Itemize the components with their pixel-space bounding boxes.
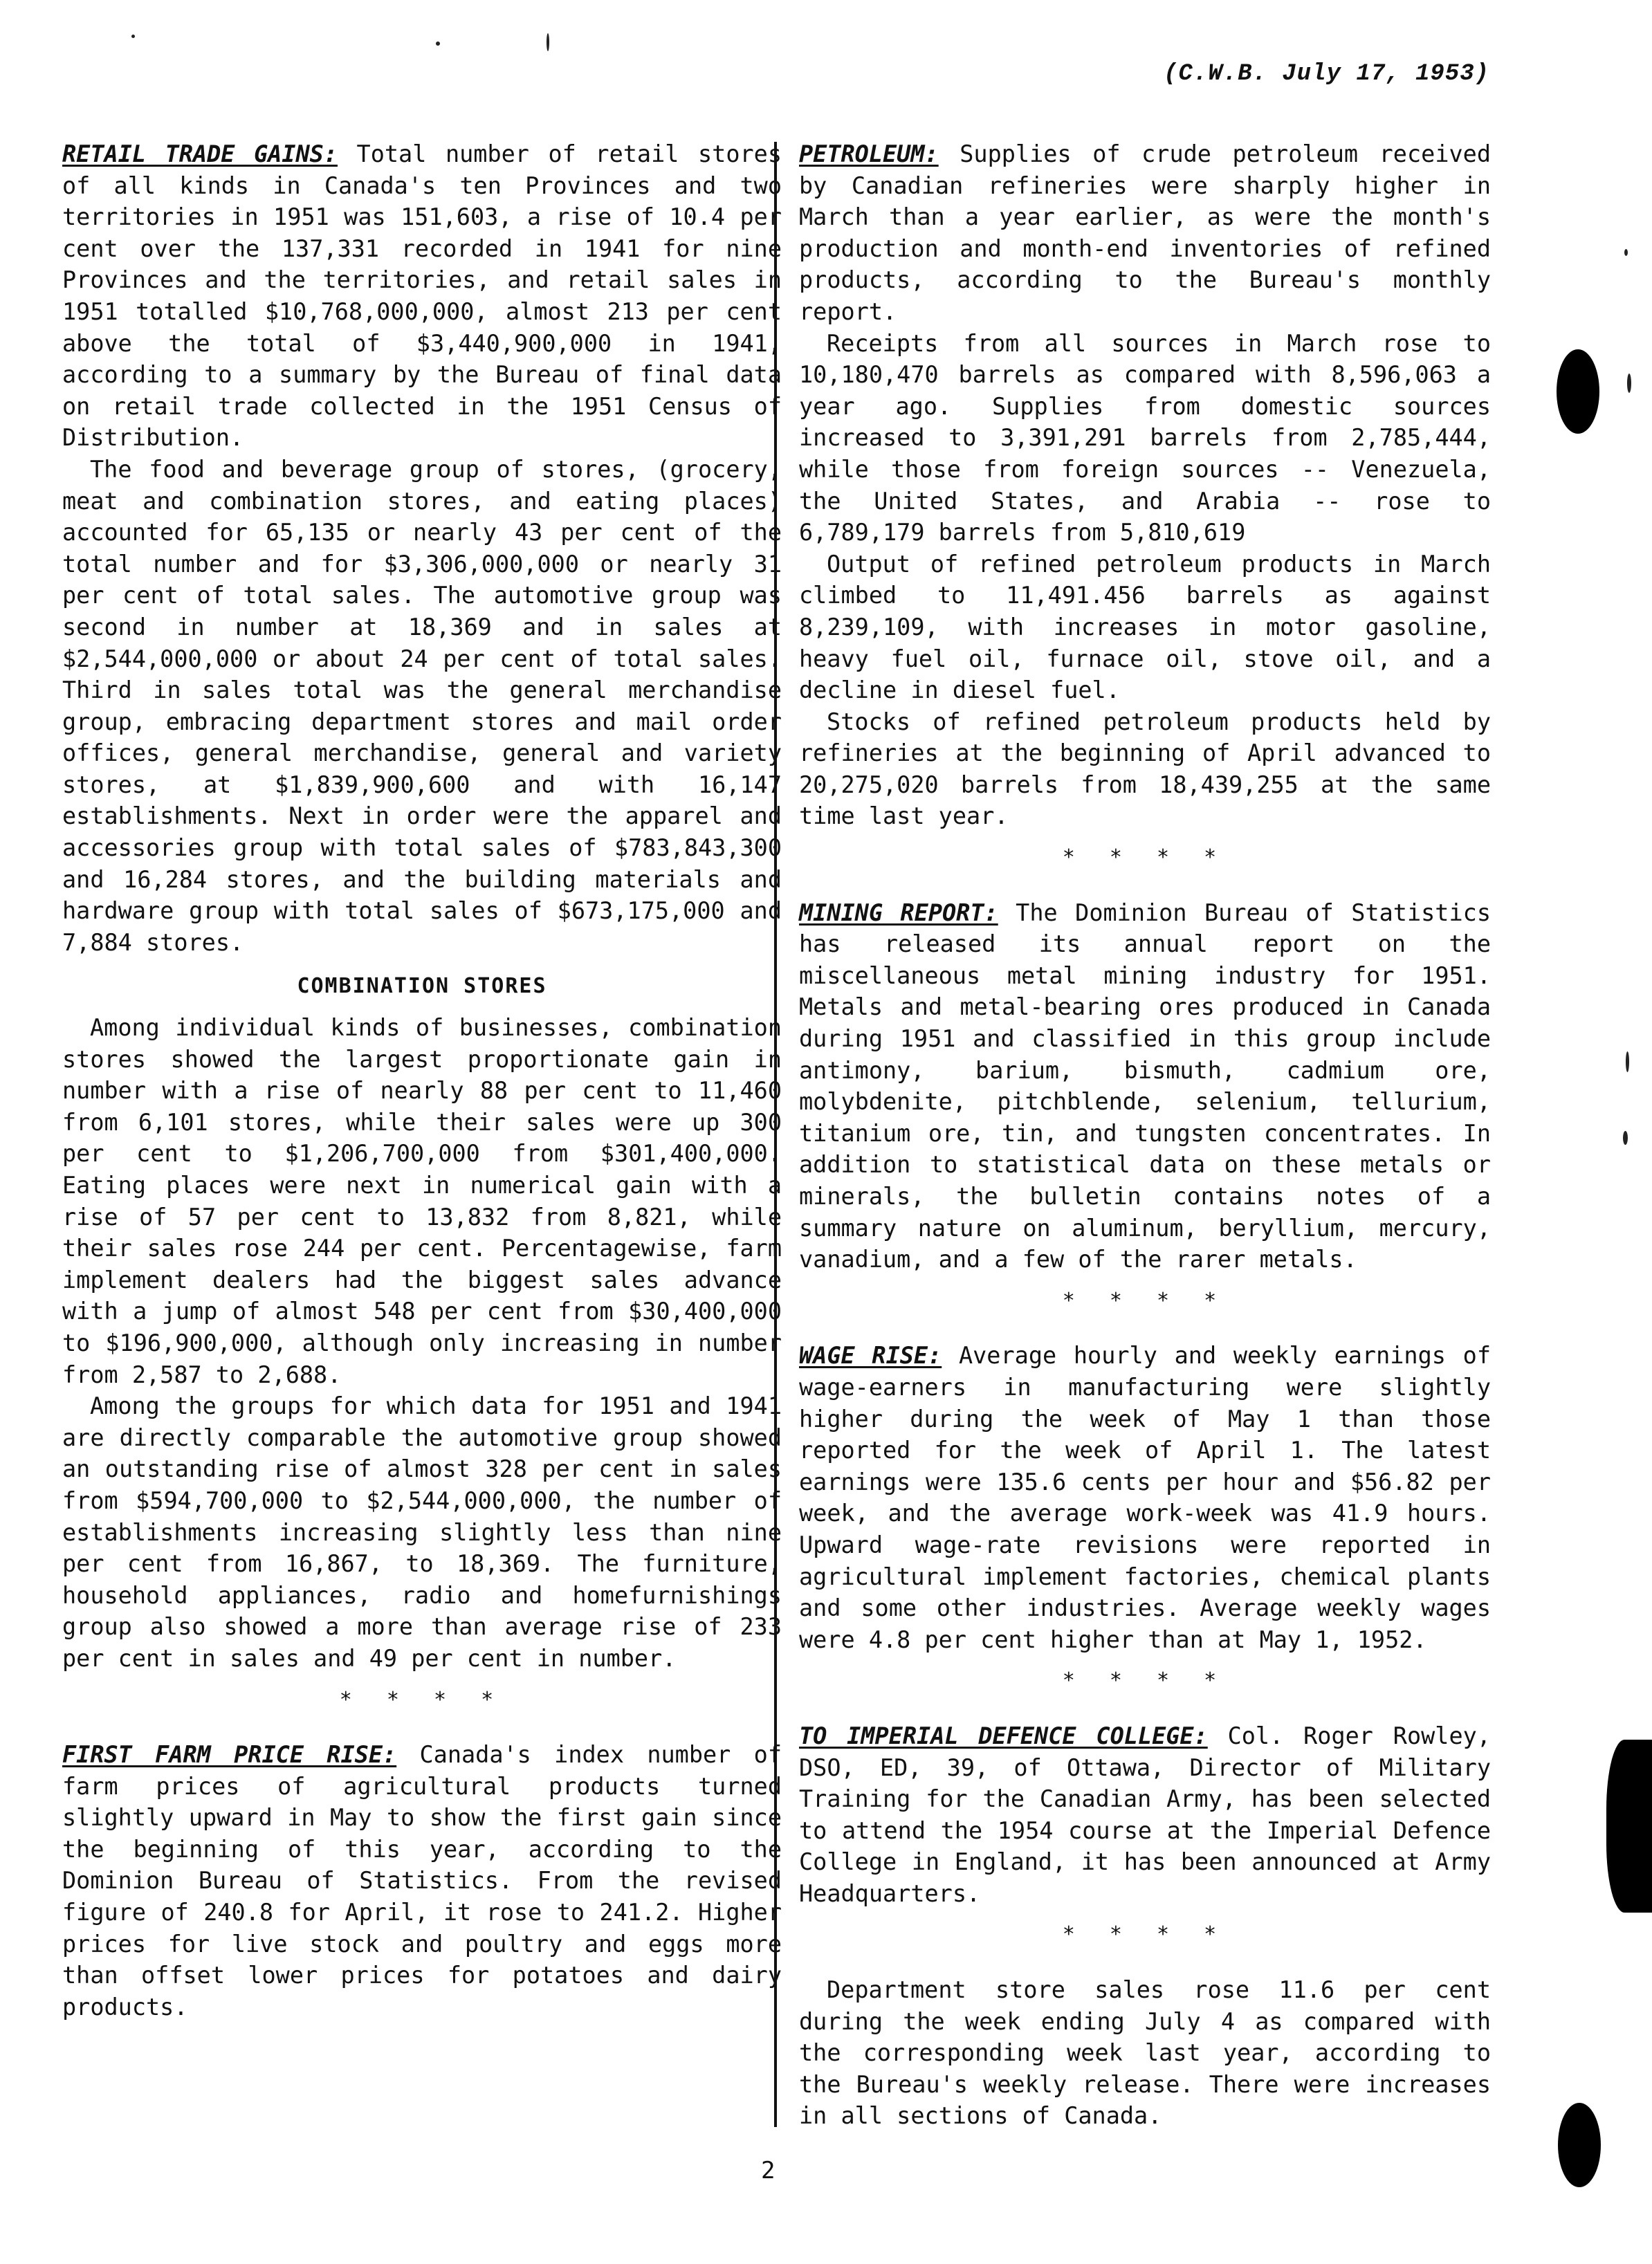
- combination-stores-subhead: COMBINATION STORES: [297, 974, 547, 999]
- farm-price-text: Canada's index number of farm prices of agricultural products turned slightly upward in May to show the first gain since the beginning of this year, according to the Dominion Bureau of Statistics. From the revised figure of 240.8 for April, it rose to 241.2. Higher prices for live stock and poultry and eggs more than offset lower prices for potatoes and dairy products.: [62, 1741, 782, 2021]
- left-column: [62, 138, 782, 2023]
- petroleum-paragraph-1: [799, 138, 1491, 328]
- punch-hole-mark: [1606, 1740, 1652, 1913]
- wage-rise-paragraph: [799, 1340, 1491, 1655]
- defence-college-paragraph: [799, 1720, 1491, 1910]
- scan-speck: [1623, 1131, 1628, 1145]
- mining-report-paragraph: [799, 897, 1491, 1276]
- punch-hole-mark: [1558, 2103, 1601, 2187]
- dateline: (C.W.B. July 17, 1953): [1164, 61, 1489, 87]
- defence-college-headline: TO IMPERIAL DEFENCE COLLEGE:: [799, 1722, 1208, 1749]
- petroleum-paragraph-3: Output of refined petroleum products in March climbed to 11,491.456 barrels as against 8,239,109, with increases in motor gasoline, heavy fuel oil, furnace oil, stove oil, and a decline in diesel fuel.: [799, 550, 1491, 704]
- right-column: [799, 138, 1491, 2132]
- farm-price-headline: FIRST FARM PRICE RISE:: [62, 1741, 397, 1769]
- section-separator: * * * *: [1062, 845, 1228, 870]
- page-number: 2: [761, 2157, 775, 2184]
- mining-report-text: The Dominion Bureau of Statistics has released its annual report on the miscellaneous metal mining industry for 1951. Metals and metal-bearing ores produced in Canada during 1951 and classified in this group include antimony, barium, bismuth, cadmium ore, molybdenite, pitchblende, selenium, tellurium, titanium ore, tin, and tungsten concentrates. In addition to statistical data on these metals or minerals, the bulletin contains notes of a summary nature on aluminum, beryllium, mercury, vanadium, and a few of the rarer metals.: [799, 899, 1491, 1273]
- retail-trade-headline: RETAIL TRADE GAINS:: [62, 140, 338, 167]
- mining-report-headline: MINING REPORT:: [799, 899, 998, 926]
- section-separator: * * * *: [1062, 1288, 1228, 1313]
- retail-trade-paragraph-3: Among individual kinds of businesses, combination stores showed the largest proportionate gain in number with a rise of nearly 88 per cent to 11,460 from 6,101 stores, while their sales were up 300 per cent to $1,206,700,000 from $301,400,000. Eating places were next in numerical gain with a rise of 57 per cent to 13,832 from 8,821, while their sales rose 244 per cent. Percentagewise, farm implement dealers had the biggest sales advance with a jump of almost 548 per cent from $30,400,000 to $196,900,000, although only increasing in number from 2,587 to 2,688.: [62, 1014, 782, 1388]
- retail-trade-paragraph-4: Among the groups for which data for 1951 and 1941 are directly comparable the automotive group showed an outstanding rise of almost 328 per cent in sales from $594,700,000 to $2,544,000,000, the number of establishments increasing slightly less than nine per cent from 16,867, to 18,369. The furniture, household appliances, radio and homefurnishings group also showed a more than average rise of 233 per cent in sales and 49 per cent in number.: [62, 1392, 782, 1672]
- retail-trade-lead-text: Total number of retail stores of all kinds in Canada's ten Provinces and two territories in 1951 was 151,603, a rise of 10.4 per cent over the 137,331 recorded in 1941 for nine Provinces and the territories, and retail sales in 1951 totalled $10,768,000,000, almost 213 per cent above the total of $3,440,900,000 in 1941, according to a summary by the Bureau of final data on retail trade collected in the 1951 Census of Distribution.: [62, 140, 782, 452]
- petroleum-lead-text: Supplies of crude petroleum received by Canadian refineries were sharply higher in March than a year earlier, as were the month's production and month-end inventories of refined products, according to the Bureau's monthly report.: [799, 140, 1491, 325]
- wage-rise-text: Average hourly and weekly earnings of wage-earners in manufacturing were slightly higher during the week of May 1 than those reported for the week of April 1. The latest earnings were 135.6 cents per hour and $56.82 per week, and the average work-week was 41.9 hours. Upward wage-rate revisions were reported in agricultural implement factories, chemical plants and some other industries. Average weekly wages were 4.8 per cent higher than at May 1, 1952.: [799, 1342, 1491, 1653]
- retail-trade-paragraph-1: [62, 138, 782, 454]
- wage-rise-headline: WAGE RISE:: [799, 1342, 942, 1370]
- scan-speck: [436, 42, 440, 46]
- section-separator: * * * *: [339, 1687, 505, 1712]
- scan-speck: [1624, 249, 1628, 256]
- scan-speck: [1627, 374, 1631, 393]
- petroleum-paragraph-2: Receipts from all sources in March rose to 10,180,470 barrels as compared with 8,596,063 a year ago. Supplies from domestic sources increased to 3,391,291 barrels from 2,785,444, while those from foreign sources -- Venezuela, the United States, and Arabia -- rose to 6,789,179 barrels from 5,810,619: [799, 329, 1491, 546]
- section-separator: * * * *: [1062, 1668, 1228, 1693]
- petroleum-headline: PETROLEUM:: [799, 140, 939, 167]
- punch-hole-mark: [1557, 349, 1599, 434]
- petroleum-paragraph-4: Stocks of refined petroleum products held by refineries at the beginning of April advanced to 20,275,020 barrels from 18,439,255 at the same time last year.: [799, 708, 1491, 830]
- scan-speck: [547, 33, 549, 51]
- scan-speck: [131, 35, 135, 38]
- retail-trade-paragraph-2: The food and beverage group of stores, (grocery, meat and combination stores, and eating places) accounted for 65,135 or nearly 43 per cent of the total number and for $3,306,000,000 or nearly 31 per cent of total sales. The automotive group was second in number at 18,369 and in sales at $2,544,000,000 or about 24 per cent of total sales. Third in sales total was the general merchandise group, embracing department stores and mail order offices, general merchandise, general and variety stores, at $1,839,900,600 and with 16,147 establishments. Next in order were the apparel and accessories group with total sales of $783,843,300 and 16,284 stores, and the building materials and hardware group with total sales of $673,175,000 and 7,884 stores.: [62, 455, 782, 956]
- department-store-paragraph: Department store sales rose 11.6 per cent during the week ending July 4 as compared with the corresponding week last year, according to the Bureau's weekly release. There were increases in all sections of Canada.: [799, 1976, 1491, 2130]
- scan-speck: [1626, 1051, 1629, 1072]
- farm-price-paragraph: [62, 1739, 782, 2023]
- section-separator: * * * *: [1062, 1922, 1228, 1947]
- defence-college-text: Col. Roger Rowley, DSO, ED, 39, of Ottawa, Director of Military Training for the Canadian Army, has been selected to attend the 1954 course at the Imperial Defence College in England, it has been announced at Army Headquarters.: [799, 1722, 1491, 1907]
